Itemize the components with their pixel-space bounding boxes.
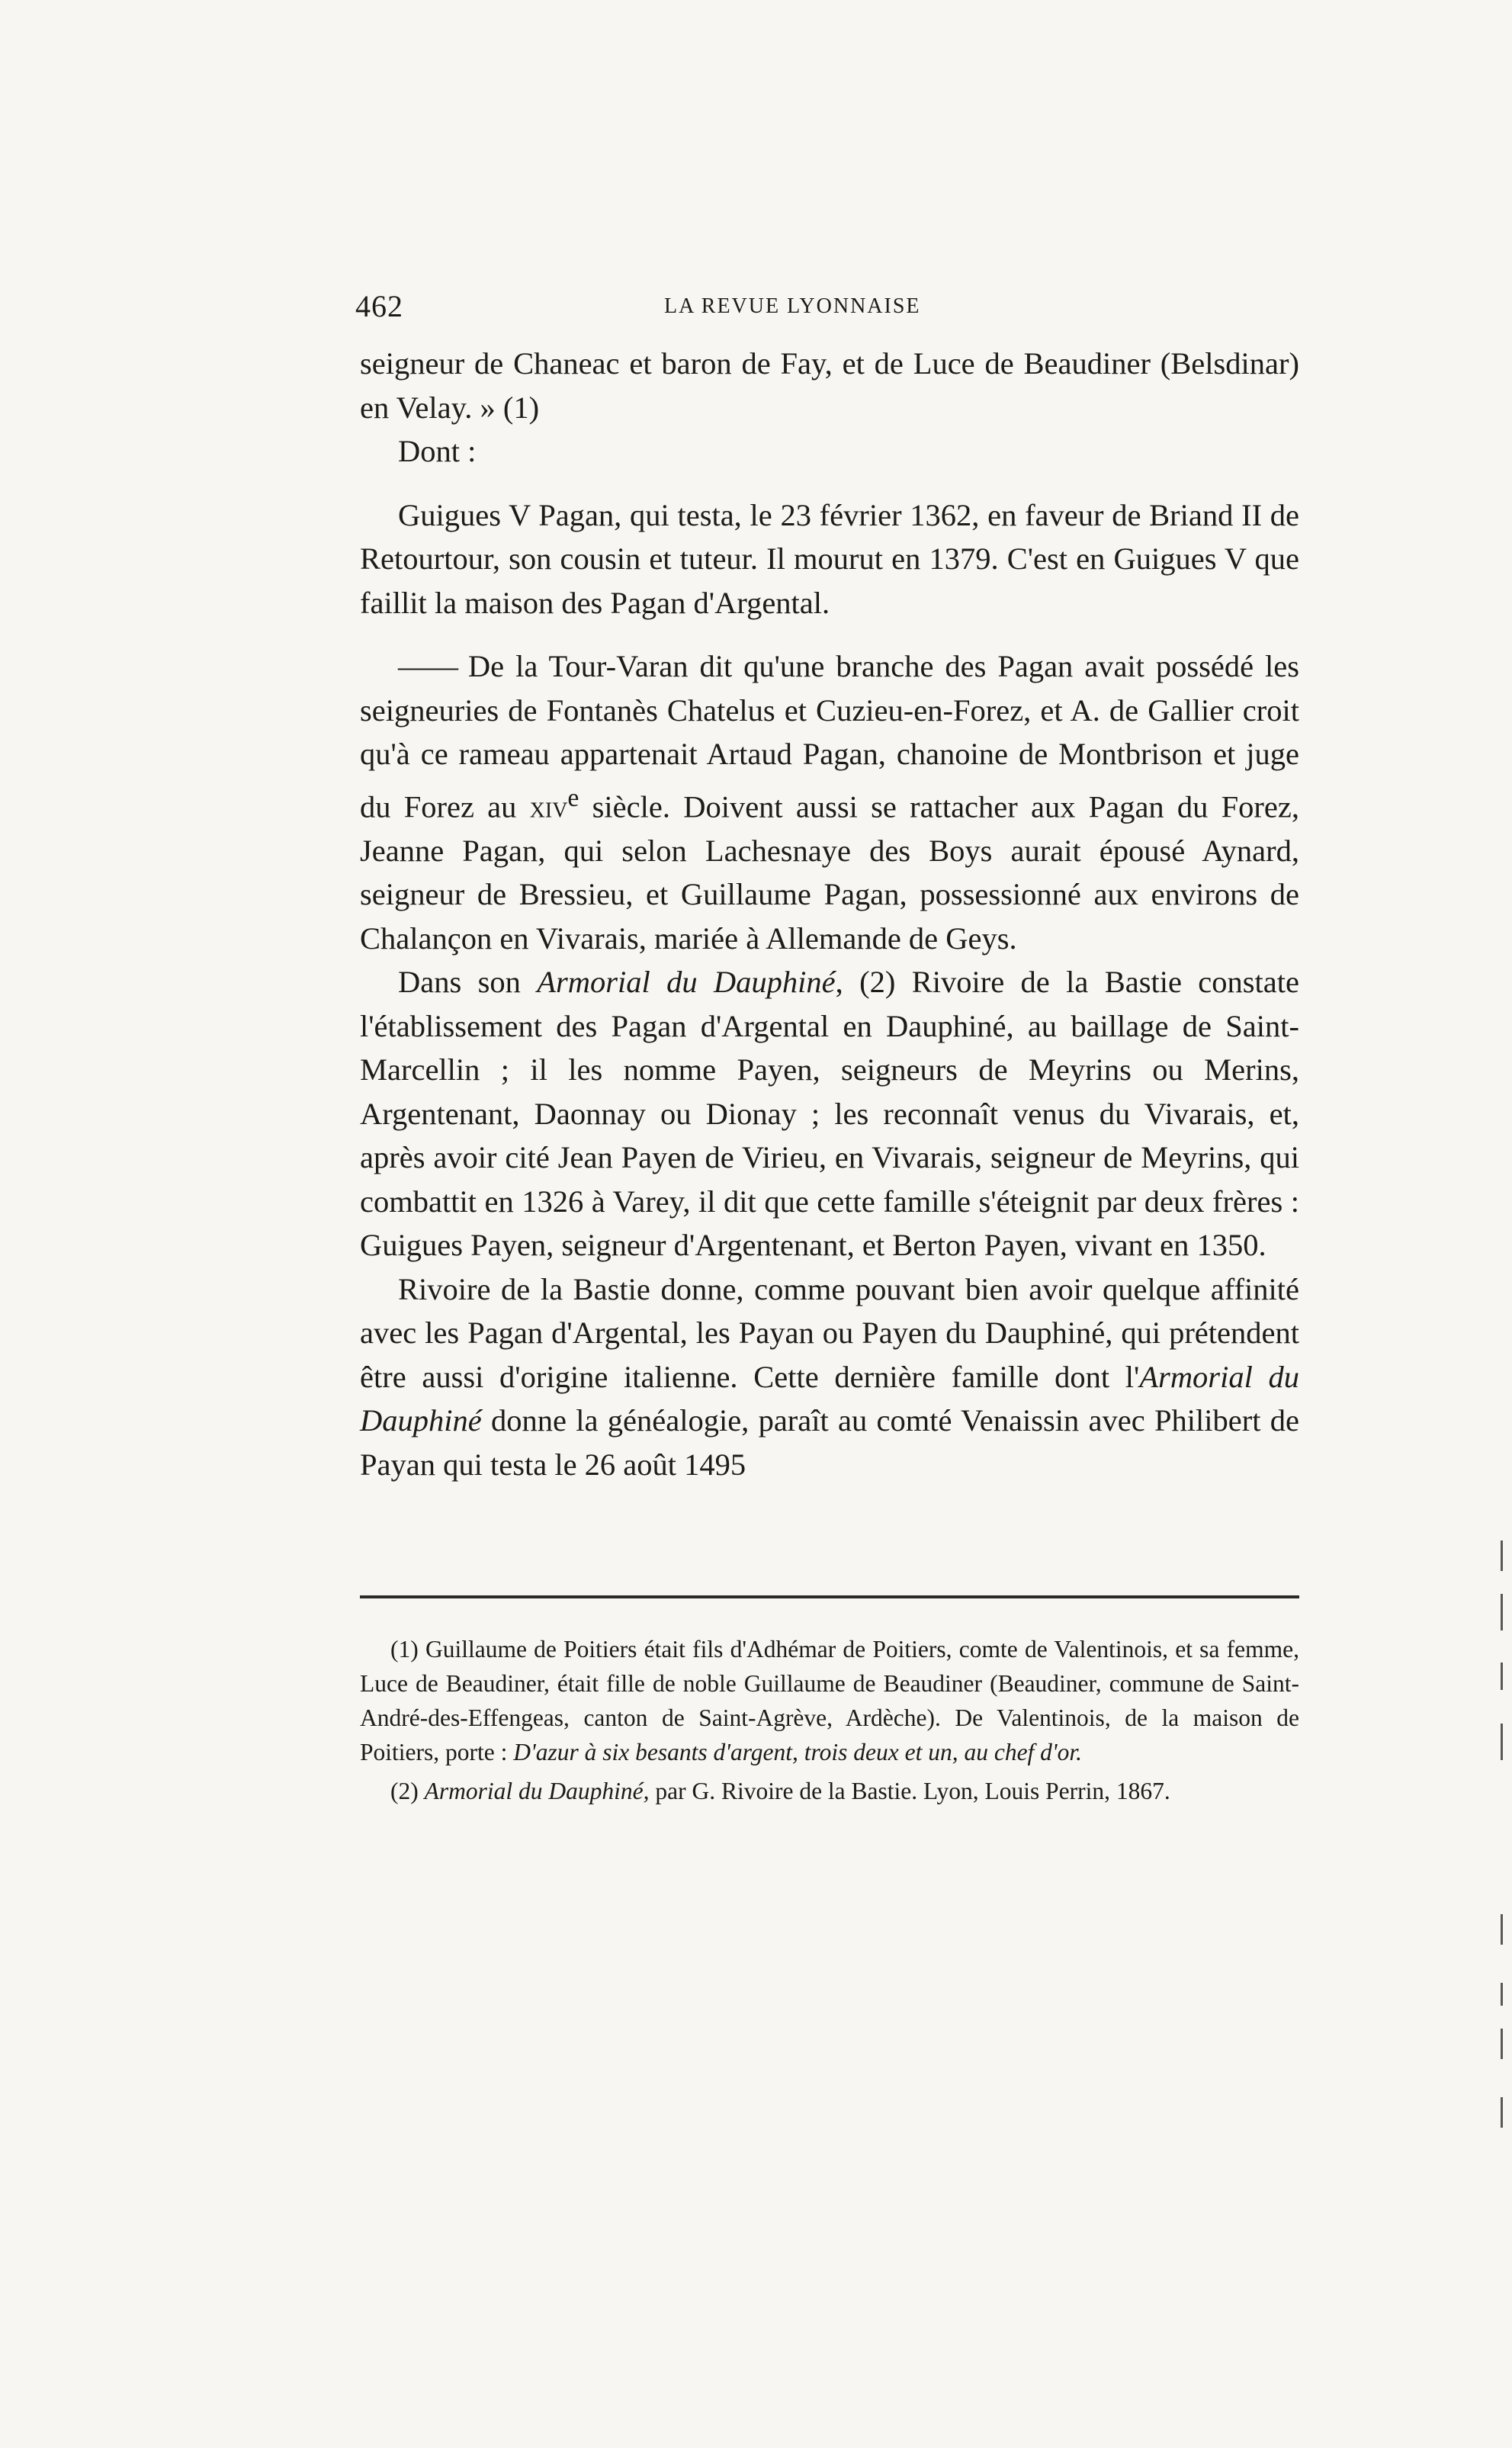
scan-edge-mark (1501, 1914, 1503, 1945)
book-title: Armorial du Dauphiné, (424, 1778, 650, 1804)
text-run: Rivoire de la Bastie donne, comme pouvant bien avoir quelque affinité avec les Pagan d'Argental, les Payan ou Payen du Dauphiné, qui prétendent être aussi d'origine italienne. Cette dernière famille dont l' (360, 1271, 1299, 1394)
footnote-1 (360, 1632, 1299, 1769)
book-title: Armorial du Dauphiné (537, 965, 836, 999)
text-run: par G. Rivoire de la Bastie. Lyon, Louis Perrin, 1867. (649, 1778, 1170, 1804)
page-header (355, 288, 1301, 334)
footnote-number: (2) (390, 1778, 425, 1804)
scan-edge-mark (1501, 2097, 1503, 2128)
text-run: donne la généalogie, paraît au comté Venaissin avec Philibert de Payan qui testa le 26 août 1495 (360, 1403, 1299, 1482)
running-head: LA REVUE LYONNAISE (664, 294, 921, 318)
scan-edge-mark (1501, 1724, 1503, 1760)
book-title: Armorial du Dauphiné (360, 1359, 1300, 1438)
text-run: siècle. Doivent aussi se rattacher aux Pagan du Forez, Jeanne Pagan, qui selon Lachesnaye des Boys aurait épousé Aynard, seigneur de Bressieu, et Guillaume Pagan, possessionné aux environs de Chalançon en Vivarais, mariée à Allemande de Geys. (360, 789, 1299, 956)
scan-edge-mark (1501, 2029, 1503, 2059)
superscript: e (567, 783, 579, 812)
paragraph-dont: Dont : (398, 434, 477, 468)
century-numeral: xiv (529, 789, 568, 824)
footnote-divider (360, 1595, 1299, 1598)
main-text (360, 342, 1299, 1486)
footnote-2 (360, 1774, 1299, 1808)
text-run: Dans son (398, 965, 538, 999)
text-run: , (2) Rivoire de la Bastie constate l'établissement des Pagan d'Argental en Dauphiné, au baillage de Saint-Marcellin ; il les nomme Payen, seigneurs de Meyrins ou Merins, Argentenant, Daonnay ou Dionay ; les reconnaît venus du Vivarais, et, après avoir cité Jean Payen de Virieu, en Vivarais, seigneur de Meyrins, qui combattit en 1326 à Varey, il dit que cette famille s'éteignit par deux frères : Guigues Payen, seigneur d'Argentenant, et Berton Payen, vivant en 1350. (360, 965, 1299, 1262)
paragraph-armorial (360, 960, 1299, 1267)
text-run: De la Tour-Varan dit qu'une branche des Pagan avait possédé les seigneuries de Fontanès Chatelus et Cuzieu-en-Forez, et A. de Gallier croit qu'à ce rameau appartenait Artaud Pagan, chanoine de Montbrison et juge du Forez au (360, 649, 1299, 824)
em-dash: —— (398, 649, 457, 683)
text-run: (1) Guillaume de Poitiers était fils d'Adhémar de Poitiers, comte de Valentinois, et sa femme, Luce de Beaudiner, était fille de noble Guillaume de Beaudiner (Beaudiner, commune de Saint-André-des-Effengeas, canton de Saint-Agrève, Ardèche). De Valentinois, de la maison de Poitiers, porte : (360, 1636, 1299, 1765)
scan-edge-mark (1501, 1594, 1503, 1630)
paragraph-guigues: Guigues V Pagan, qui testa, le 23 février 1362, en faveur de Briand II de Retourtour, son cousin et tuteur. Il mourut en 1379. C'est en Guigues V que faillit la maison des Pagan d'Argental. (360, 497, 1299, 620)
paragraph-tour-varan (360, 644, 1299, 960)
scan-edge-mark (1501, 1983, 1503, 2006)
footnotes (360, 1632, 1299, 1813)
scan-edge-mark (1501, 1663, 1503, 1690)
page-number: 462 (355, 289, 403, 323)
paragraph-rivoire (360, 1267, 1299, 1487)
scan-edge-mark (1501, 1540, 1503, 1571)
paragraph-continuation: seigneur de Chaneac et baron de Fay, et de Luce de Beaudiner (Belsdinar) en Velay. » (1) (360, 346, 1299, 425)
blazon: D'azur à six besants d'argent, trois deux et un, au chef d'or. (513, 1739, 1083, 1765)
